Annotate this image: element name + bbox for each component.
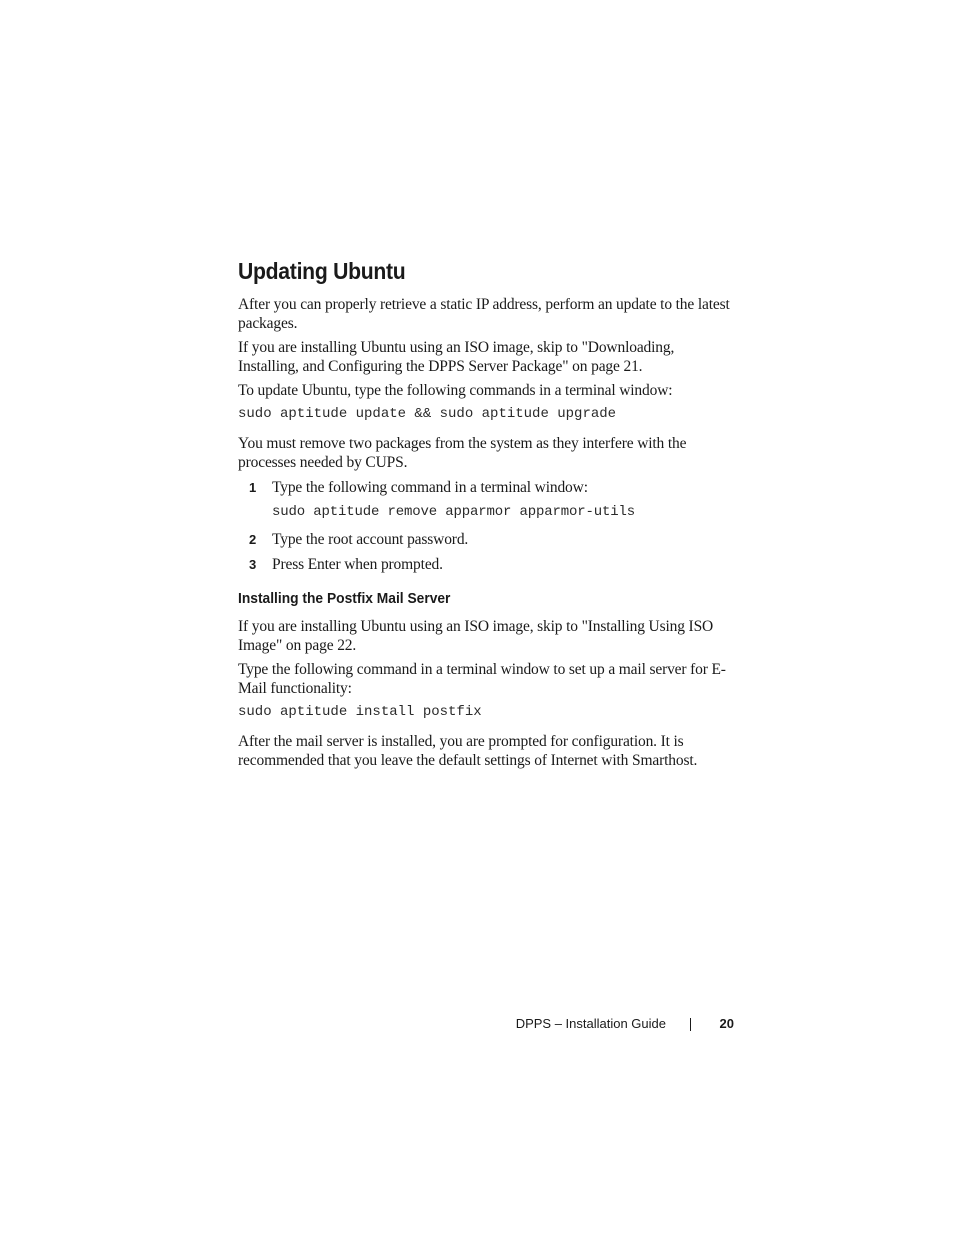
remove-packages-note: You must remove two packages from the system as they interfere with the processes needed by CUPS. xyxy=(238,435,687,471)
intro-paragraph-2: If you are installing Ubuntu using an ISO image, skip to "Downloading, Installing, and Configuring the DPPS Server Package" on page 21. xyxy=(238,339,675,375)
step-number: 1 xyxy=(249,480,257,495)
postfix-paragraph-3: After the mail server is installed, you are prompted for configuration. It is recommended that you leave the default settings of Internet with Smarthost. xyxy=(238,733,698,769)
page-content xyxy=(238,254,738,775)
step-text: Type the root account password. xyxy=(272,531,469,548)
page-number: 20 xyxy=(719,1016,734,1031)
step-text: Type the following command in a terminal window: xyxy=(272,479,588,496)
remove-command: sudo aptitude remove apparmor apparmor-utils xyxy=(272,504,636,520)
install-postfix-command: sudo aptitude install postfix xyxy=(238,704,482,720)
section-heading: Installing the Postfix Mail Server xyxy=(238,590,451,607)
page-title: Updating Ubuntu xyxy=(238,258,406,284)
steps-list xyxy=(238,478,738,574)
postfix-paragraph-2: Type the following command in a terminal window to set up a mail server for E-Mail functionality: xyxy=(238,661,726,697)
intro-paragraph-1: After you can properly retrieve a static IP address, perform an update to the latest packages. xyxy=(238,296,730,332)
intro-paragraph-3: To update Ubuntu, type the following commands in a terminal window: xyxy=(238,382,673,399)
update-command: sudo aptitude update && sudo aptitude upgrade xyxy=(238,406,617,422)
step-2 xyxy=(238,530,738,549)
step-1 xyxy=(238,478,738,522)
footer-doc-title: DPPS – Installation Guide xyxy=(515,1016,666,1031)
footer-separator xyxy=(690,1018,691,1031)
postfix-paragraph-1: If you are installing Ubuntu using an ISO image, skip to "Installing Using ISO Image" on page 22. xyxy=(238,618,714,654)
step-number: 2 xyxy=(249,532,257,547)
step-text: Press Enter when prompted. xyxy=(272,556,443,573)
step-number: 3 xyxy=(249,557,257,572)
step-3 xyxy=(238,555,738,574)
